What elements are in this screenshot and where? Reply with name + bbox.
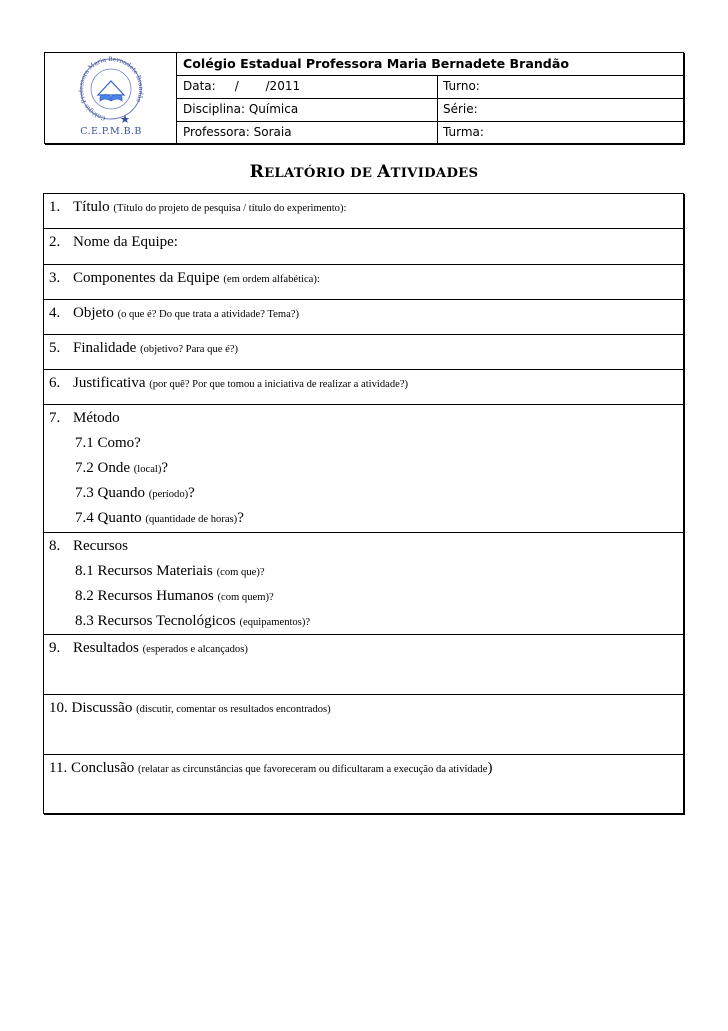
star-icon	[121, 115, 130, 123]
header-row-teacher	[177, 122, 683, 145]
item-title: 1. Título (Título do projeto de pesquisa / título do experimento):	[44, 194, 683, 229]
header-row-date	[177, 76, 683, 99]
subitem-human-resources: 8.2 Recursos Humanos (com quem)?	[75, 588, 274, 604]
item-purpose: 5. Finalidade (objetivo? Para que é?)	[44, 335, 683, 370]
subitem-how: 7.1 Como?	[75, 435, 141, 451]
teacher-field: Professora: Soraia	[183, 125, 292, 139]
subitem-how-much: 7.4 Quanto (quantidade de horas)?	[75, 510, 244, 526]
report-title: RELATÓRIO DE ATIVIDADES	[249, 162, 479, 182]
item-resources: 8. Recursos 8.1 Recursos Materiais (com que)? 8.2 Recursos Humanos (com quem)? 8.3 Recursos Tecnológicos (equipamentos)?	[44, 533, 683, 635]
header-row-subject	[177, 99, 683, 122]
class-field: Turma:	[437, 122, 484, 145]
subitem-where: 7.2 Onde (local)?	[75, 460, 169, 476]
logo-acronym: C.E.P.M.B.B	[80, 126, 142, 137]
report-form	[43, 193, 684, 814]
item-results: 9. Resultados (esperados e alcançados)	[44, 635, 683, 695]
item-object: 4. Objeto (o que é? Do que trata a atividade? Tema?)	[44, 300, 683, 335]
date-field: Data: / /2011	[183, 79, 301, 93]
subitem-material-resources: 8.1 Recursos Materiais (com que)?	[75, 563, 265, 579]
school-logo	[71, 55, 151, 127]
item-discussion: 10. Discussão (discutir, comentar os resultados encontrados)	[44, 695, 683, 755]
shift-field: Turno:	[437, 76, 480, 98]
subitem-when: 7.3 Quando (período)?	[75, 485, 195, 501]
logo-cell	[45, 53, 177, 143]
subject-field: Disciplina: Química	[183, 102, 299, 116]
item-justification: 6. Justificativa (por quê? Por que tomou a iniciativa de realizar a atividade?)	[44, 370, 683, 405]
school-name: Colégio Estadual Professora Maria Bernadete Brandão	[183, 56, 569, 71]
item-team-members: 3. Componentes da Equipe (em ordem alfabética):	[44, 265, 683, 300]
grade-field: Série:	[437, 99, 478, 121]
subitem-tech-resources: 8.3 Recursos Tecnológicos (equipamentos)?	[75, 613, 311, 629]
item-method: 7. Método 7.1 Como? 7.2 Onde (local)? 7.3 Quando (período)? 7.4 Quanto (quantidade de horas)?	[44, 405, 683, 533]
header-row-school	[177, 53, 683, 76]
logo-ring-text: Colégio Professora Maria Bernadete Brandão	[78, 55, 145, 122]
item-team-name: 2. Nome da Equipe:	[44, 229, 683, 265]
item-conclusion: 11. Conclusão (relatar as circunstâncias que favoreceram ou dificultaram a execução da atividade)	[49, 760, 493, 776]
header-table	[44, 52, 684, 144]
